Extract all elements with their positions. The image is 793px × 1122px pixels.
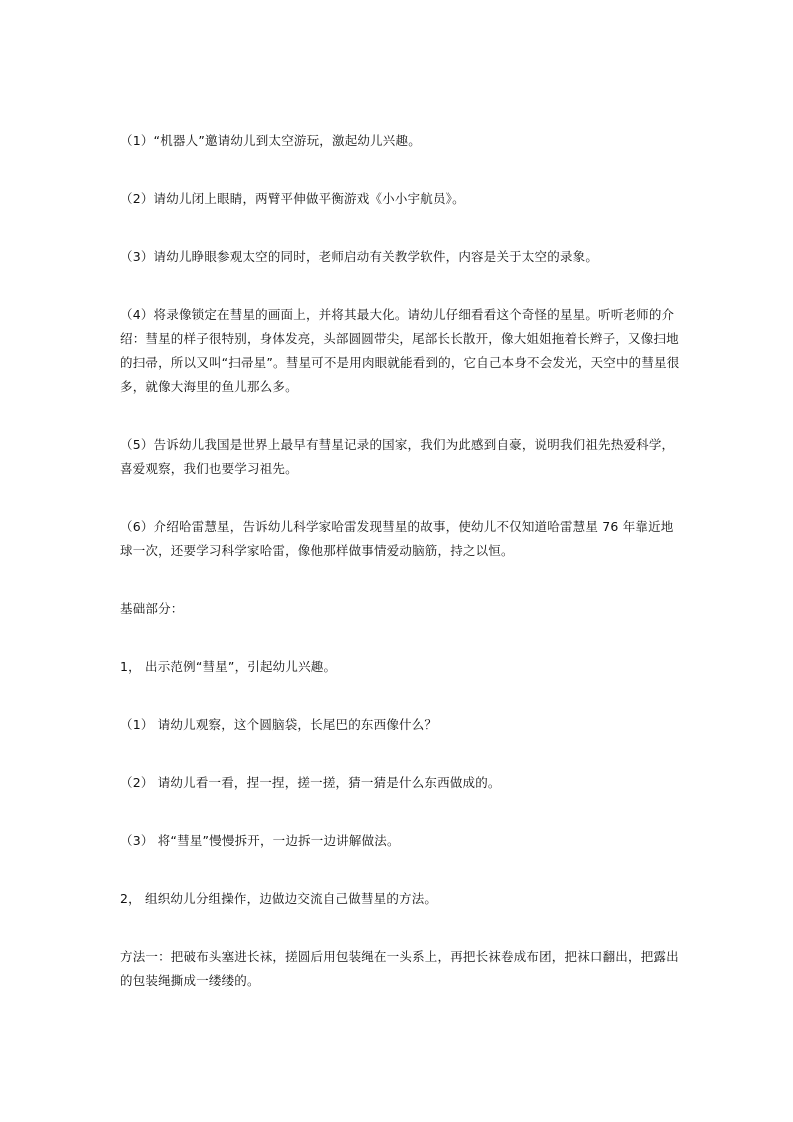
- sub-item-2: （2） 请幼儿看一看，捏一捏，搓一搓，猜一猜是什么东西做成的。: [120, 775, 501, 790]
- paragraph-step-6: （6）介绍哈雷慧星，告诉幼儿科学家哈雷发现彗星的故事，使幼儿不仅知道哈雷慧星 76 年靠近地球一次，还要学习科学家哈雷，像他那样做事情爱动脑筋，持之以恒。: [120, 519, 674, 558]
- paragraph-step-3: （3）请幼儿睁眼参观太空的同时，老师启动有关教学软件，内容是关于太空的录象。: [120, 249, 599, 264]
- paragraph-step-5: （5）告诉幼儿我国是世界上最早有彗星记录的国家，我们为此感到自豪，说明我们祖先热爱科学，喜爱观察，我们也要学习祖先。: [120, 437, 675, 476]
- paragraph-gap: [120, 269, 680, 303]
- list-item-2: 2， 组织幼儿分组操作，边做边交流自己做彗星的方法。: [120, 891, 438, 906]
- paragraph-gap: [120, 211, 680, 245]
- paragraph-gap: [120, 621, 680, 655]
- document-body: [120, 129, 680, 993]
- paragraph-gap: [120, 399, 680, 433]
- paragraph-step-1: （1）“机器人”邀请幼儿到太空游玩，激起幼儿兴趣。: [120, 133, 421, 148]
- section-heading-basic: 基础部分：: [120, 601, 184, 616]
- paragraph-gap: [120, 563, 680, 597]
- paragraph-gap: [120, 481, 680, 515]
- paragraph-gap: [120, 737, 680, 771]
- list-item-1: 1， 出示范例“彗星”，引起幼儿兴趣。: [120, 659, 337, 674]
- paragraph-step-4: （4）将录像锁定在彗星的画面上，并将其最大化。请幼儿仔细看看这个奇怪的星星。听听老师的介绍：彗星的样子很特别，身体发亮，头部圆圆带尖，尾部长长散开，像大姐姐拖着长辫子，又像扫地的扫帚，所以又叫“扫帚星”。彗星可不是用肉眼就能看到的，它自己本身不会发光，天空中的彗星很多，就像大海里的鱼儿那么多。: [120, 307, 680, 394]
- sub-item-3: （3） 将“彗星”慢慢拆开，一边拆一边讲解做法。: [120, 833, 400, 848]
- paragraph-step-2: （2）请幼儿闭上眼睛，两臂平伸做平衡游戏《小小宇航员》。: [120, 191, 465, 206]
- sub-item-1: （1） 请幼儿观察，这个圆脑袋，长尾巴的东西像什么？: [120, 717, 438, 732]
- paragraph-gap: [120, 153, 680, 187]
- paragraph-gap: [120, 679, 680, 713]
- method-one: 方法一：把破布头塞进长袜，搓圆后用包装绳在一头系上，再把长袜卷成布团，把袜口翻出，把露出的包装绳撕成一缕缕的。: [120, 949, 679, 988]
- paragraph-gap: [120, 911, 680, 945]
- paragraph-gap: [120, 853, 680, 887]
- paragraph-gap: [120, 795, 680, 829]
